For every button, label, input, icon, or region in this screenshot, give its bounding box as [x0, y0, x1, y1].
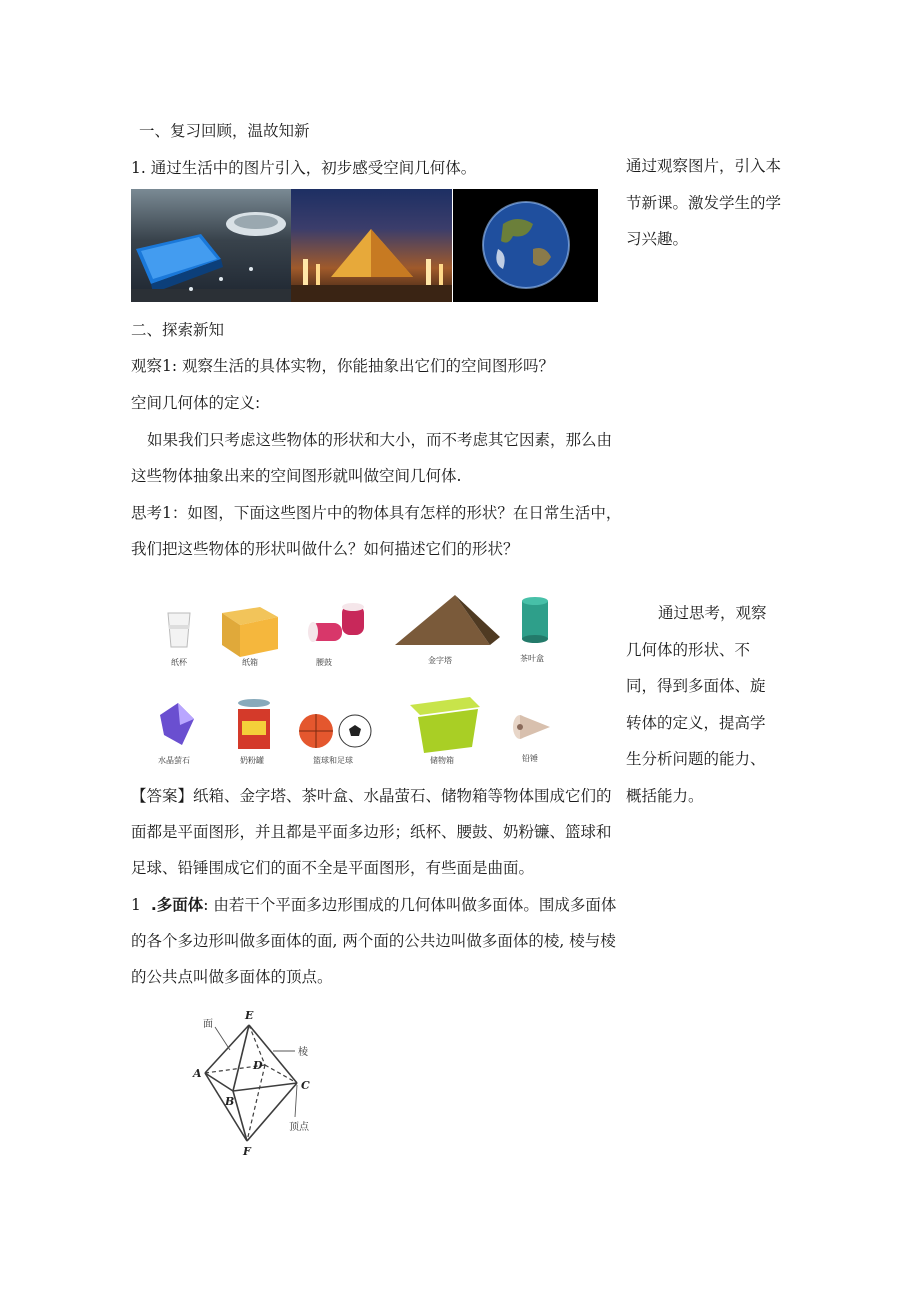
section1-item1: 1. 通过生活中的图片引入，初步感受空间几何体。	[131, 159, 477, 177]
object-label: 水晶萤石	[158, 756, 190, 765]
plumb-bob-image	[513, 715, 550, 739]
side-note-2	[626, 595, 786, 814]
polyhedron-term: .多面体	[150, 896, 204, 914]
polyhedron-line-3: 的公共点叫做多面体的顶点。	[131, 968, 333, 986]
vertex-label-b: B	[225, 1095, 235, 1108]
answer-line-1: 【答案】纸箱、金字塔、茶叶盒、水晶萤石、储物箱等物体围成它们的	[131, 787, 612, 805]
crystal-image	[160, 703, 194, 745]
object-label: 奶粉罐	[240, 756, 264, 765]
paper-cup-image	[168, 613, 190, 647]
side-note-1	[626, 148, 786, 258]
edge-label: 棱	[298, 1047, 308, 1058]
observe-label: 观察	[131, 357, 163, 375]
answer-line-3: 足球、铅锤围成它们的面不全是平面图形，有些面是曲面。	[131, 859, 535, 877]
side-note-2-line: 概括能力。	[626, 786, 704, 805]
object-label: 铅锤	[522, 754, 538, 763]
objects-figure	[150, 585, 590, 770]
object-label: 腰鼓	[316, 658, 332, 667]
definition-period: .	[456, 467, 462, 485]
side-note-2-line: 通过思考，观察	[658, 604, 767, 622]
section1-heading: 一、复习回顾，温故知新	[139, 122, 310, 140]
octahedron-diagram	[185, 1005, 345, 1160]
definition-title: 空间几何体的定义:	[131, 394, 261, 412]
balls-image	[299, 714, 371, 748]
side-note-2-line: 转体的定义，提高学	[626, 713, 766, 732]
storage-box-image	[410, 697, 480, 753]
pyramid-image	[395, 595, 500, 645]
vertex-label-e: E	[245, 1009, 254, 1022]
waist-drum-image	[308, 603, 364, 642]
object-label: 储物箱	[430, 756, 454, 765]
definition-term: 空间几何体	[379, 467, 457, 485]
definition-line-1: 如果我们只考虑这些物体的形状和大小，而不考虑其它因素，那么由	[147, 431, 613, 449]
pyramid-photo	[291, 189, 452, 302]
object-label: 篮球和足球	[313, 756, 353, 765]
object-label: 茶叶盒	[520, 654, 544, 663]
stadium-photo	[131, 189, 291, 302]
polyhedron-text: : 由若干个平面多边形围成的几何体叫做多面体。围成多面体	[203, 896, 617, 914]
vertex-label-c: C	[301, 1079, 310, 1092]
think-line-2: 我们把这些物体的形状叫做什么？如何描述它们的形状？	[131, 540, 519, 558]
object-label: 纸杯	[171, 658, 187, 667]
object-label: 纸箱	[242, 658, 258, 667]
side-note-1-line: 通过观察图片，引入本	[626, 157, 782, 175]
definition-line-2	[131, 465, 461, 487]
side-note-1-line: 节新课。激发学生的学	[626, 193, 782, 212]
object-label: 金字塔	[428, 656, 452, 665]
milk-can-image	[238, 699, 270, 749]
tea-box-image	[522, 597, 548, 643]
observe-line	[131, 355, 554, 377]
vertex-label-d: D	[253, 1059, 263, 1072]
earth-photo	[453, 189, 598, 302]
section2-heading: 二、探索新知	[131, 321, 225, 339]
side-note-1-line: 习兴趣。	[626, 230, 689, 248]
vertex-label-a: A	[193, 1067, 202, 1080]
definition-text: 这些物体抽象出来的空间图形就叫做	[131, 467, 380, 485]
side-note-2-line: 同，得到多面体、旋	[626, 677, 766, 695]
vertex-term-label: 顶点	[289, 1122, 309, 1133]
polyhedron-number: 1	[131, 896, 141, 914]
cardboard-box-image	[222, 607, 278, 657]
polyhedron-line-2: 的各个多边形叫做多面体的面, 两个面的公共边叫做多面体的棱, 棱与棱	[131, 932, 616, 950]
think-line-1: 思考1：如图，下面这些图片中的物体具有怎样的形状？在日常生活中，	[131, 504, 622, 522]
polyhedron-line-1	[131, 894, 616, 916]
answer-line-2: 面都是平面图形，并且都是平面多边形；纸杯、腰鼓、奶粉镰、篮球和	[131, 823, 612, 841]
side-note-2-line: 生分析问题的能力、	[626, 750, 766, 768]
observe-text: 1: 观察生活的具体实物，你能抽象出它们的空间图形吗？	[162, 357, 555, 375]
vertex-label-f: F	[243, 1145, 251, 1158]
side-note-2-line: 几何体的形状、不	[626, 640, 751, 659]
face-label: 面	[203, 1019, 213, 1030]
